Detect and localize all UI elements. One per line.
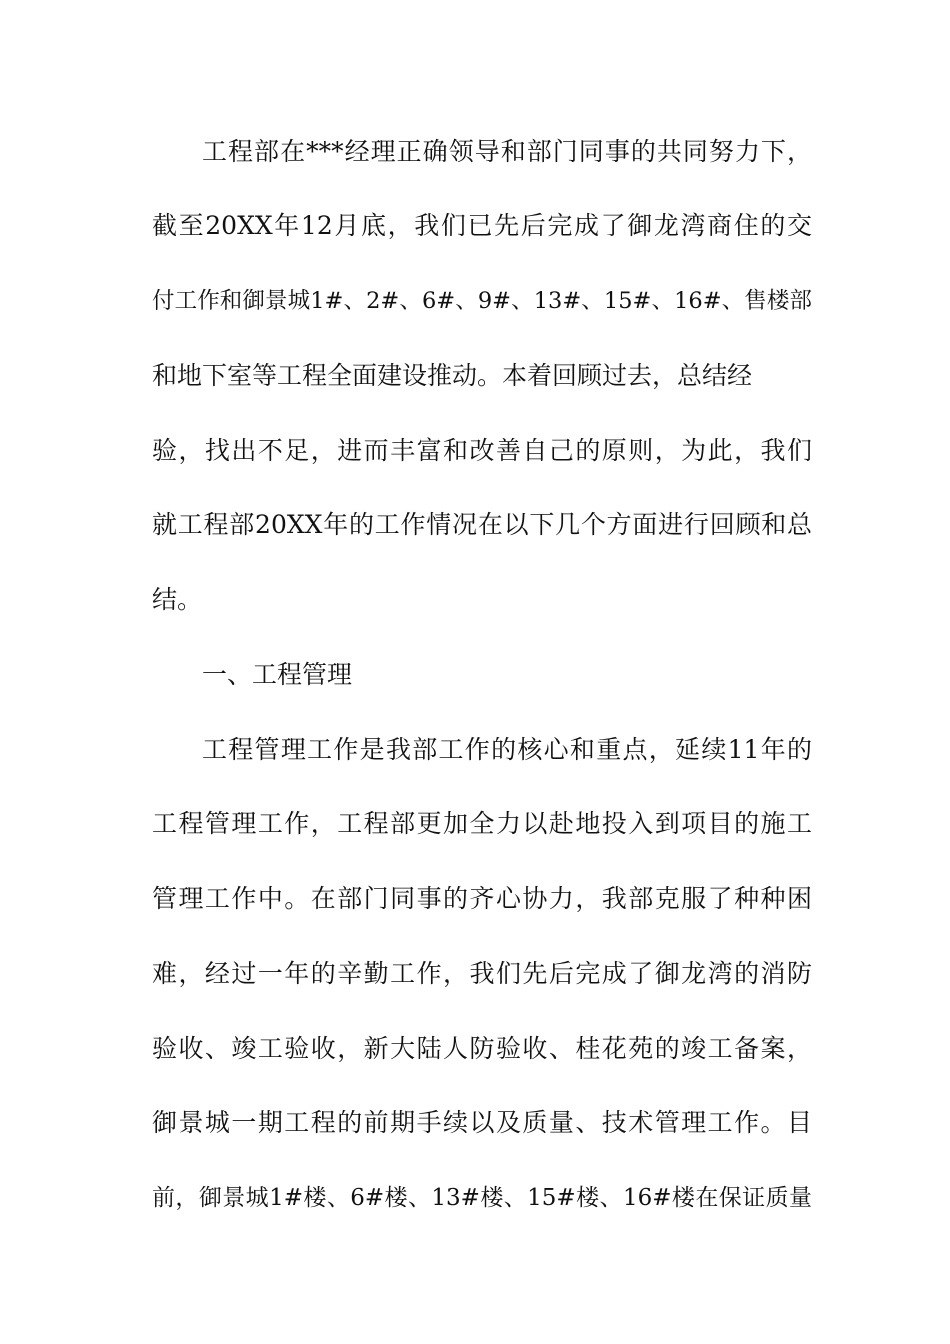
paragraph-line: 工程管理工作是我部工作的核心和重点，延续11年的 [202, 735, 812, 764]
paragraph-line: 验，找出不足，进而丰富和改善自己的原则，为此，我们 [152, 436, 812, 465]
paragraph-line: 管理工作中。在部门同事的齐心协力，我部克服了种种困 [152, 884, 812, 913]
paragraph-line: 难，经过一年的辛勤工作，我们先后完成了御龙湾的消防 [152, 959, 812, 988]
paragraph-line: 和地下室等工程全面建设推动。本着回顾过去，总结经 [152, 361, 753, 390]
paragraph-line: 工程部在***经理正确领导和部门同事的共同努力下， [202, 137, 812, 166]
paragraph-line: 结。 [152, 585, 203, 614]
paragraph-line: 前，御景城1#楼、6#楼、13#楼、15#楼、16#楼在保证质量 [152, 1185, 812, 1211]
paragraph-line: 御景城一期工程的前期手续以及质量、技术管理工作。目 [152, 1108, 812, 1137]
paragraph-line: 截至20XX年12月底，我们已先后完成了御龙湾商住的交 [152, 211, 812, 240]
paragraph-line: 付工作和御景城1#、2#、6#、9#、13#、15#、16#、售楼部 [152, 288, 812, 314]
paragraph-line: 验收、竣工验收，新大陆人防验收、桂花苑的竣工备案， [152, 1034, 812, 1063]
paragraph-line: 就工程部20XX年的工作情况在以下几个方面进行回顾和总 [152, 510, 812, 539]
section-heading: 一、工程管理 [202, 660, 353, 689]
paragraph-line: 工程管理工作，工程部更加全力以赴地投入到项目的施工 [152, 809, 812, 838]
